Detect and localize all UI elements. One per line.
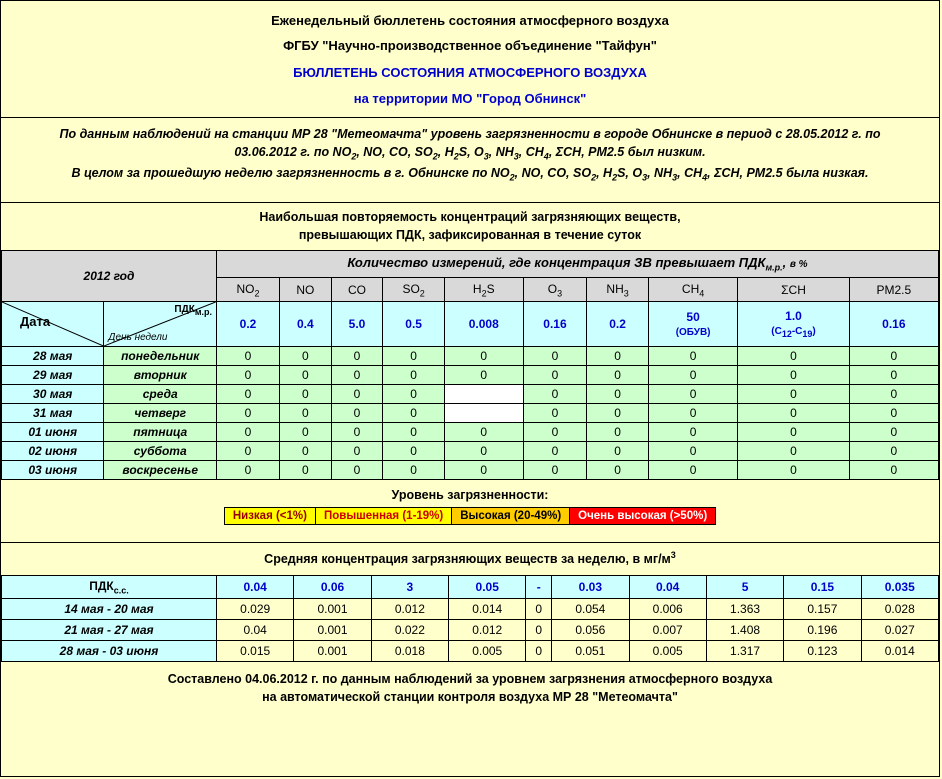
cell-so2: 0: [383, 347, 445, 366]
cell-pm25: 0: [849, 442, 938, 461]
table1-title-line-2: превышающих ПДК, зафиксированная в течение суток: [298, 227, 642, 242]
cell-no2: 0: [217, 404, 280, 423]
table1-pdk-row: [2, 302, 939, 347]
cell-o3: 0: [523, 385, 587, 404]
cell-o3: 0: [523, 461, 587, 480]
cell-nh3: 0: [587, 442, 649, 461]
avg-co: 0.018: [371, 641, 448, 662]
pdk-ss-h2s: -: [526, 575, 552, 598]
avg-no2: 0.04: [217, 620, 294, 641]
row-day: четверг: [104, 404, 217, 423]
cell-co: 0: [331, 366, 383, 385]
row-date: 30 мая: [2, 385, 104, 404]
diagonal-line-icon: [2, 302, 103, 346]
table-row: [2, 366, 939, 385]
avg-ch4: 1.363: [706, 599, 783, 620]
header-line-4: на территории МО "Город Обнинск": [353, 91, 587, 106]
cell-no: 0: [279, 347, 331, 366]
date-header-label: Дата: [20, 314, 51, 330]
avg-o3: 0.054: [552, 599, 629, 620]
avg-no2: 0.015: [217, 641, 294, 662]
legend-title: Уровень загрязненности:: [391, 488, 549, 503]
avg-pm25: 0.028: [861, 599, 938, 620]
row-period: 28 мая - 03 июня: [2, 641, 217, 662]
document-footer: [1, 662, 939, 712]
row-date: 03 июня: [2, 461, 104, 480]
pdk-mr-label: ПДКм.р.: [174, 304, 212, 318]
avg-co: 0.012: [371, 599, 448, 620]
row-period: 14 мая - 20 мая: [2, 599, 217, 620]
row-day: вторник: [104, 366, 217, 385]
avg-h2s: 0: [526, 599, 552, 620]
pdk-ss-o3: 0.03: [552, 575, 629, 598]
header-line-2: ФГБУ "Научно-производственное объединение "Тайфун": [283, 38, 657, 53]
cell-h2s: 0: [444, 347, 523, 366]
cell-no2: 0: [217, 366, 280, 385]
pdk-ss-label: $ПДК_{с.с.}$: [2, 575, 217, 598]
cell-no: 0: [279, 404, 331, 423]
table-row: [2, 620, 939, 641]
cell-co: 0: [331, 461, 383, 480]
cell-ch4: 0: [648, 442, 738, 461]
cell-sigma-ch: 0: [738, 404, 849, 423]
pdk-value-no2: 0.2: [217, 302, 280, 347]
cell-nh3: 0: [587, 347, 649, 366]
intro-line-2: 03.06.2012 г. по $NO_2$, NO, CO, $SO_2$, $H_2S$, $O_3$, $NH_3$, $CH_4$, ΣCH, PM2.5 был низким.: [234, 145, 706, 162]
avg-so2: 0.012: [449, 620, 526, 641]
substance-nh3: $NH_3$: [587, 278, 649, 302]
pdk-ss-no2: 0.04: [217, 575, 294, 598]
pdk-ss-pm25: 0.035: [861, 575, 938, 598]
pdk-value-h2s: 0.008: [444, 302, 523, 347]
avg-sigma-ch: 0.123: [784, 641, 861, 662]
legend-item-low: Низкая (<1%): [225, 508, 316, 524]
cell-sigma-ch: 0: [738, 347, 849, 366]
cell-ch4: 0: [648, 461, 738, 480]
cell-co: 0: [331, 385, 383, 404]
pdk-value-pm25: 0.16: [849, 302, 938, 347]
substance-h2s: $H_2S$: [444, 278, 523, 302]
row-date: 29 мая: [2, 366, 104, 385]
substance-o3: $O_3$: [523, 278, 587, 302]
table-row: [2, 442, 939, 461]
substance-co: CO: [331, 278, 383, 302]
avg-no2: 0.029: [217, 599, 294, 620]
row-date: 31 мая: [2, 404, 104, 423]
cell-ch4: 0: [648, 385, 738, 404]
avg-so2: 0.005: [449, 641, 526, 662]
pdk-ss-so2: 0.05: [449, 575, 526, 598]
cell-no: 0: [279, 366, 331, 385]
avg-no: 0.001: [294, 599, 371, 620]
avg-o3: 0.051: [552, 641, 629, 662]
footer-line-1: Составлено 04.06.2012 г. по данным наблюдений за уровнем загрязнения атмосферного воздуха: [167, 672, 773, 687]
substance-no2: $NO_2$: [217, 278, 280, 302]
avg-nh3: 0.007: [629, 620, 706, 641]
cell-sigma-ch: 0: [738, 461, 849, 480]
cell-so2: 0: [383, 423, 445, 442]
cell-no: 0: [279, 442, 331, 461]
pdk-value-no: 0.4: [279, 302, 331, 347]
table2-pdk-row: [2, 575, 939, 598]
pdk-value-sigma-ch: 1.0 (С12-С19): [738, 302, 849, 347]
avg-pm25: 0.027: [861, 620, 938, 641]
cell-h2s: 0: [444, 423, 523, 442]
cell-h2s: 0: [444, 461, 523, 480]
cell-sigma-ch: 0: [738, 442, 849, 461]
cell-no2: 0: [217, 423, 280, 442]
avg-nh3: 0.005: [629, 641, 706, 662]
cell-so2: 0: [383, 442, 445, 461]
cell-no2: 0: [217, 461, 280, 480]
cell-sigma-ch: 0: [738, 385, 849, 404]
cell-co: 0: [331, 423, 383, 442]
cell-ch4: 0: [648, 347, 738, 366]
avg-sigma-ch: 0.157: [784, 599, 861, 620]
year-label: 2012 год: [2, 251, 217, 302]
substance-ch4: $CH_4$: [648, 278, 738, 302]
row-date: 01 июня: [2, 423, 104, 442]
avg-no: 0.001: [294, 620, 371, 641]
header-line-1: Еженедельный бюллетень состояния атмосферного воздуха: [271, 13, 669, 28]
substance-sigma-ch: ΣCH: [738, 278, 849, 302]
pdk-ss-nh3: 0.04: [629, 575, 706, 598]
legend-item-elevated: Повышенная (1-19%): [316, 508, 452, 524]
pdk-ss-ch4: 5: [706, 575, 783, 598]
cell-co: 0: [331, 442, 383, 461]
row-day: воскресенье: [104, 461, 217, 480]
frequency-table: [1, 250, 939, 480]
table-row: [2, 347, 939, 366]
cell-no: 0: [279, 461, 331, 480]
cell-pm25: 0: [849, 461, 938, 480]
row-day: понедельник: [104, 347, 217, 366]
table-row: [2, 423, 939, 442]
table-row: [2, 404, 939, 423]
table1-header-row-1: [2, 251, 939, 278]
cell-so2: 0: [383, 404, 445, 423]
row-day: пятница: [104, 423, 217, 442]
cell-h2s: [444, 404, 523, 423]
table-row: [2, 599, 939, 620]
table-row: [2, 641, 939, 662]
legend-item-high: Высокая (20-49%): [452, 508, 570, 524]
measure-header: Количество измерений, где концентрация ЗВ превышает $ПДК_{м.р.}$, в %: [217, 251, 939, 278]
table1-title-line-1: Наибольшая повторяемость концентраций загрязняющих веществ,: [259, 210, 681, 225]
row-date: 28 мая: [2, 347, 104, 366]
table-row: [2, 385, 939, 404]
table2-title: Средняя концентрация загрязняющих веществ за неделю, в $мг/м^3$: [264, 550, 676, 567]
cell-so2: 0: [383, 461, 445, 480]
cell-h2s: 0: [444, 366, 523, 385]
row-period: 21 мая - 27 мая: [2, 620, 217, 641]
avg-ch4: 1.408: [706, 620, 783, 641]
cell-nh3: 0: [587, 366, 649, 385]
average-concentration-table: [1, 575, 939, 662]
cell-o3: 0: [523, 347, 587, 366]
avg-sigma-ch: 0.196: [784, 620, 861, 641]
cell-ch4: 0: [648, 423, 738, 442]
legend-item-very-high: Очень высокая (>50%): [570, 508, 715, 524]
substance-no: NO: [279, 278, 331, 302]
cell-ch4: 0: [648, 366, 738, 385]
cell-so2: 0: [383, 385, 445, 404]
pdk-value-ch4: 50 (ОБУВ): [648, 302, 738, 347]
day-header-cell: [104, 302, 217, 347]
cell-nh3: 0: [587, 461, 649, 480]
cell-no: 0: [279, 385, 331, 404]
avg-so2: 0.014: [449, 599, 526, 620]
cell-h2s: 0: [444, 442, 523, 461]
cell-o3: 0: [523, 366, 587, 385]
avg-nh3: 0.006: [629, 599, 706, 620]
pdk-ss-sigma-ch: 0.15: [784, 575, 861, 598]
cell-pm25: 0: [849, 366, 938, 385]
cell-no: 0: [279, 423, 331, 442]
header-line-3: БЮЛЛЕТЕНЬ СОСТОЯНИЯ АТМОСФЕРНОГО ВОЗДУХА: [293, 65, 647, 80]
document-header: [1, 1, 939, 106]
intro-line-3: В целом за прошедшую неделю загрязненность в г. Обнинске по $NO_2$, NO, CO, $SO_2$, $H_2S$, $O_3$, $NH_3$, $CH_4$, ΣCH, PM2.5 была низкая.: [71, 165, 869, 183]
cell-pm25: 0: [849, 347, 938, 366]
table1-title: [1, 203, 939, 250]
pdk-value-co: 5.0: [331, 302, 383, 347]
cell-ch4: 0: [648, 404, 738, 423]
substance-so2: $SO_2$: [383, 278, 445, 302]
cell-sigma-ch: 0: [738, 423, 849, 442]
cell-h2s: [444, 385, 523, 404]
avg-co: 0.022: [371, 620, 448, 641]
cell-o3: 0: [523, 404, 587, 423]
cell-co: 0: [331, 347, 383, 366]
cell-nh3: 0: [587, 423, 649, 442]
avg-no: 0.001: [294, 641, 371, 662]
intro-line-1: По данным наблюдений на станции МР 28 "Метеомачта" уровень загрязненности в городе Обнинске в период с 28.05.2012 г. по: [59, 127, 881, 141]
row-day: среда: [104, 385, 217, 404]
pdk-value-o3: 0.16: [523, 302, 587, 347]
cell-nh3: 0: [587, 404, 649, 423]
day-of-week-label: День недели: [108, 332, 168, 344]
avg-pm25: 0.014: [861, 641, 938, 662]
pdk-value-nh3: 0.2: [587, 302, 649, 347]
table-row: [2, 461, 939, 480]
cell-pm25: 0: [849, 404, 938, 423]
pdk-ss-no: 0.06: [294, 575, 371, 598]
cell-sigma-ch: 0: [738, 366, 849, 385]
avg-ch4: 1.317: [706, 641, 783, 662]
substance-pm25: PM2.5: [849, 278, 938, 302]
legend-bar: [224, 507, 716, 525]
pdk-ss-co: 3: [371, 575, 448, 598]
date-header-cell: [2, 302, 104, 347]
cell-no2: 0: [217, 385, 280, 404]
cell-pm25: 0: [849, 385, 938, 404]
cell-pm25: 0: [849, 423, 938, 442]
cell-nh3: 0: [587, 385, 649, 404]
avg-h2s: 0: [526, 620, 552, 641]
cell-no2: 0: [217, 347, 280, 366]
cell-no2: 0: [217, 442, 280, 461]
cell-so2: 0: [383, 366, 445, 385]
row-day: суббота: [104, 442, 217, 461]
footer-line-2: на автоматической станции контроля воздуха МР 28 "Метеомачта": [262, 690, 678, 705]
cell-o3: 0: [523, 423, 587, 442]
avg-o3: 0.056: [552, 620, 629, 641]
legend-section: [1, 480, 939, 531]
intro-paragraph: [1, 118, 939, 191]
avg-h2s: 0: [526, 641, 552, 662]
pdk-value-so2: 0.5: [383, 302, 445, 347]
cell-co: 0: [331, 404, 383, 423]
row-date: 02 июня: [2, 442, 104, 461]
cell-o3: 0: [523, 442, 587, 461]
